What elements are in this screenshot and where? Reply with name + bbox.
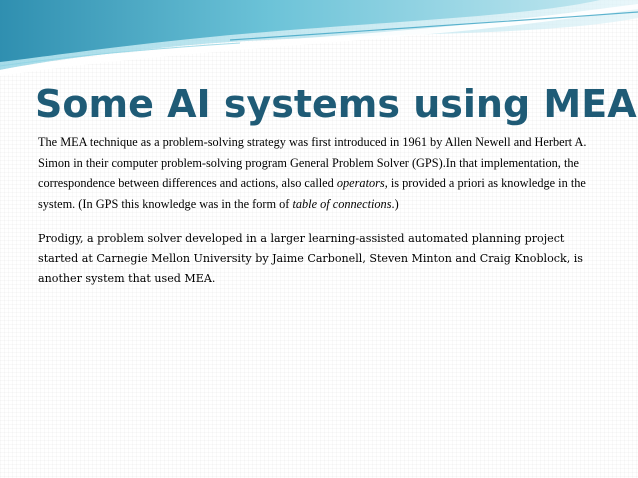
- paragraph-gps-text-3: .): [391, 196, 399, 211]
- slide-body: [38, 132, 608, 289]
- slide-title: Some AI systems using MEA: [35, 82, 637, 126]
- paragraph-gps: [38, 132, 608, 214]
- paragraph-gps-text-1: The MEA technique as a problem-solving strategy was first introduced in 1961 by Allen Newell and Herbert A. Simon in their computer problem-solving program General Problem Solver (GPS).In that implementation, the correspondence between differences and actions, also called: [38, 135, 587, 190]
- header-wave-decoration: [0, 0, 638, 80]
- term-table-of-connections: table of connections: [292, 196, 392, 211]
- term-operators: operators: [336, 176, 385, 190]
- paragraph-prodigy: Prodigy, a problem solver developed in a larger learning-assisted automated planning project started at Carnegie Mellon University by Jaime Carbonell, Steven Minton and Craig Knoblock, is another system that used MEA.: [38, 232, 584, 285]
- paragraph-gps-text-2: , is provided a priori as knowledge in the system. (In GPS this knowledge was in the form of: [38, 176, 586, 211]
